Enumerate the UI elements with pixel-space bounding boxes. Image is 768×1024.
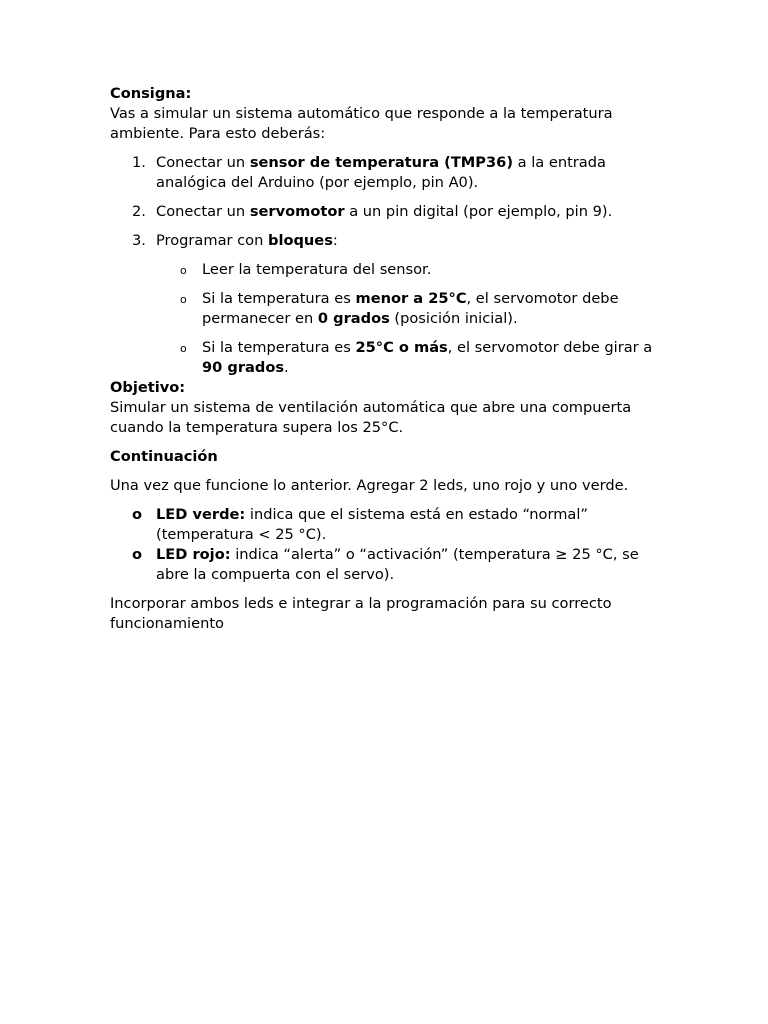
- step-number: 1.: [132, 154, 146, 171]
- sub-text: , el servomotor debe permanecer en: [202, 290, 619, 327]
- consigna-heading: Consigna:: [110, 85, 192, 102]
- step-bold-text: servomotor: [249, 203, 345, 220]
- sub-bold-text: menor a 25°C: [355, 290, 467, 307]
- consigna-intro: Vas a simular un sistema automático que responde a la temperatura ambiente. Para esto deberás:: [110, 105, 613, 142]
- led-text: indica “alerta” o “activación” (temperatura ≥ 25 °C, se abre la compuerta con el servo).: [156, 546, 639, 583]
- step-bold-text: bloques: [268, 232, 333, 249]
- sub-text: Leer la temperatura del sensor.: [202, 261, 432, 278]
- sub-text: Si la temperatura es: [202, 290, 356, 307]
- sub-text: Si la temperatura es: [202, 339, 356, 356]
- sub-item-2: [156, 289, 670, 329]
- sub-bullet: o: [180, 342, 187, 355]
- sub-bold-text: 0 grados: [317, 310, 390, 327]
- led-label: LED rojo:: [156, 546, 231, 563]
- objetivo-heading: Objetivo:: [110, 379, 186, 396]
- led-bullet: o: [132, 546, 143, 563]
- led-item-green: [110, 505, 670, 545]
- sub-text: (posición inicial).: [389, 310, 518, 327]
- step-text: Conectar un: [156, 203, 250, 220]
- step-item-1: [110, 153, 670, 193]
- sub-item-3: [156, 338, 670, 378]
- closing-text: Incorporar ambos leds e integrar a la programación para su correcto funcionamiento: [110, 595, 612, 632]
- step-bold-text: sensor de temperatura (TMP36): [249, 154, 513, 171]
- step-item-2: [110, 202, 670, 222]
- sub-list: [156, 260, 670, 378]
- sub-item-1: [156, 260, 670, 280]
- sub-bullet: o: [180, 293, 187, 306]
- document-content: [110, 84, 670, 634]
- continuacion-heading: Continuación: [110, 448, 218, 465]
- sub-text: , el servomotor debe girar a: [447, 339, 653, 356]
- led-item-red: [110, 545, 670, 585]
- step-item-3: [110, 231, 670, 378]
- led-list: [110, 505, 670, 585]
- continuacion-intro: Una vez que funcione lo anterior. Agregar 2 leds, uno rojo y uno verde.: [110, 477, 629, 494]
- sub-bullet: o: [180, 264, 187, 277]
- sub-bold-text: 25°C o más: [355, 339, 448, 356]
- step-text: Programar con: [156, 232, 268, 249]
- step-number: 2.: [132, 203, 146, 220]
- sub-text: .: [284, 359, 289, 376]
- step-text: a la entrada analógica del Arduino (por ejemplo, pin A0).: [156, 154, 606, 191]
- led-text: indica que el sistema está en estado “normal” (temperatura < 25 °C).: [156, 506, 588, 543]
- step-text: :: [332, 232, 338, 249]
- objetivo-text: Simular un sistema de ventilación automática que abre una compuerta cuando la temperatura supera los 25°C.: [110, 399, 632, 436]
- sub-bold-text: 90 grados: [202, 359, 285, 376]
- led-label: LED verde:: [156, 506, 246, 523]
- led-bullet: o: [132, 506, 143, 523]
- step-number: 3.: [132, 232, 146, 249]
- step-text: Conectar un: [156, 154, 250, 171]
- steps-list: [110, 153, 670, 378]
- step-text: a un pin digital (por ejemplo, pin 9).: [344, 203, 613, 220]
